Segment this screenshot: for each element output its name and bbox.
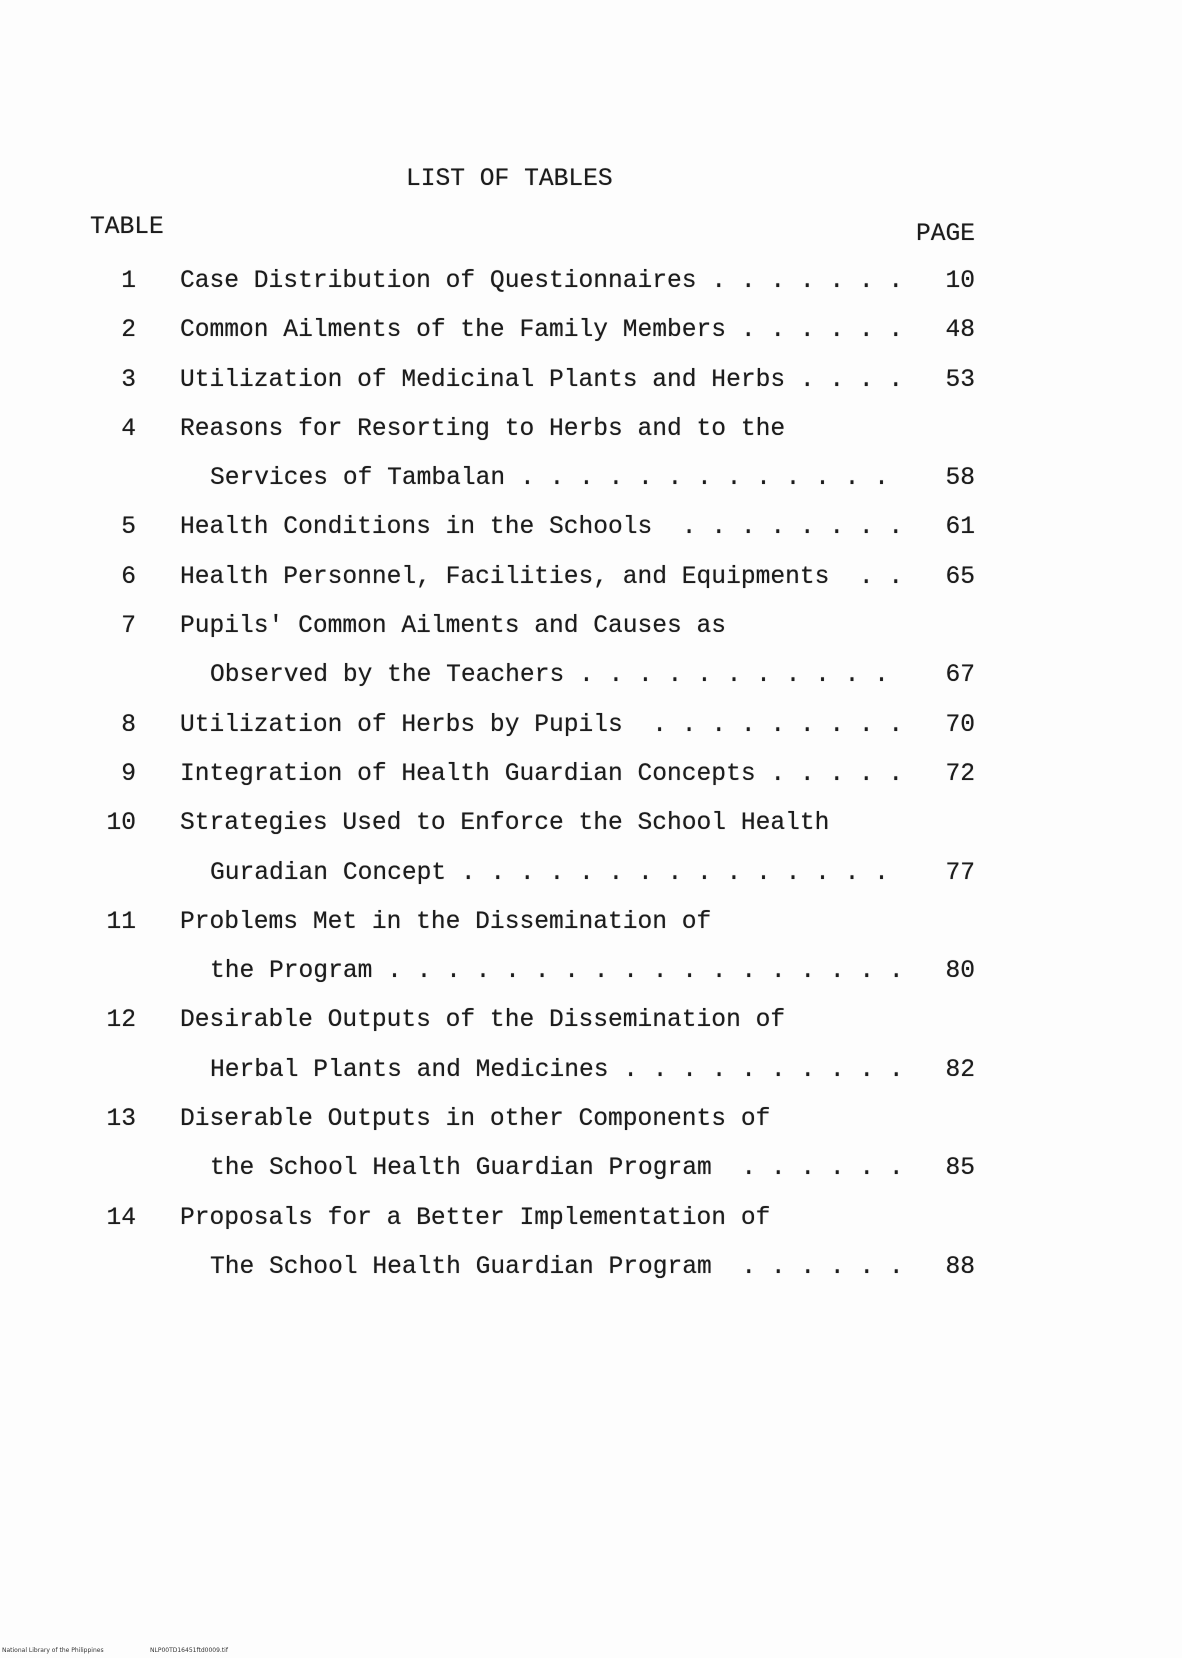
dot-leader: . . . . . . . . . . xyxy=(608,1056,904,1084)
table-title xyxy=(210,849,889,898)
table-title-text: the Program xyxy=(210,958,373,986)
table-number: 8 xyxy=(121,711,136,739)
dot-leader: . . . . . . xyxy=(726,317,904,345)
dot-leader: . . xyxy=(829,563,904,591)
table-number: 10 xyxy=(106,810,136,838)
page-number: 67 xyxy=(945,662,975,690)
page-number: 65 xyxy=(945,563,975,591)
dot-leader: . . . . . . . . . . . . . . . . . . xyxy=(372,958,904,986)
table-title xyxy=(210,454,889,503)
table-title xyxy=(180,306,903,355)
toc-entry-1 xyxy=(0,257,1182,306)
table-number: 9 xyxy=(121,760,136,788)
table-number: 11 xyxy=(106,908,136,936)
table-title-text: Utilization of Herbs by Pupils xyxy=(180,711,623,739)
table-title-text: Pupils' Common Ailments and Causes as xyxy=(180,613,727,641)
page-number: 53 xyxy=(945,366,975,394)
table-number: 1 xyxy=(121,268,136,295)
dot-leader: . . . . . . . . . xyxy=(622,711,904,739)
table-title-text: Strategies Used to Enforce the School Health xyxy=(180,810,830,838)
table-title-text: the School Health Guardian Program xyxy=(210,1155,712,1183)
toc-entry-8 xyxy=(0,701,1182,750)
table-title-text: Health Personnel, Facilities, and Equipments xyxy=(180,563,830,591)
page-number: 88 xyxy=(945,1253,975,1281)
toc-entry-7 xyxy=(0,602,1182,651)
table-title-text: Herbal Plants and Medicines xyxy=(210,1056,609,1084)
page-number: 10 xyxy=(945,268,975,295)
dot-leader: . . . . . . . . xyxy=(652,514,904,542)
table-title xyxy=(180,257,903,306)
table-number: 6 xyxy=(121,563,136,591)
toc-entry-3 xyxy=(0,356,1182,405)
table-title xyxy=(210,1243,904,1292)
table-number: 3 xyxy=(121,366,136,394)
page-number: 80 xyxy=(945,958,975,986)
page-number: 82 xyxy=(945,1056,975,1084)
toc-entry-4-continued xyxy=(0,454,1182,503)
toc-entry-10 xyxy=(0,799,1182,848)
table-title xyxy=(180,553,903,602)
table-title-text: Common Ailments of the Family Members xyxy=(180,317,727,345)
dot-leader: . . . . . . . . . . . . . . . xyxy=(446,859,889,887)
dot-leader: . . . . . . xyxy=(711,1253,904,1281)
toc-entry-14-continued xyxy=(0,1243,1182,1292)
table-title xyxy=(210,1144,904,1193)
toc-entry-11-continued xyxy=(0,947,1182,996)
table-title-text: Integration of Health Guardian Concepts xyxy=(180,760,756,788)
table-title-text: The School Health Guardian Program xyxy=(210,1253,712,1281)
page-number: 70 xyxy=(945,711,975,739)
table-title-text: Observed by the Teachers xyxy=(210,662,565,690)
dot-leader: . . . . xyxy=(785,366,904,394)
table-title xyxy=(210,651,889,700)
toc-entry-7-continued xyxy=(0,651,1182,700)
table-number: 5 xyxy=(121,514,136,542)
table-title-text: Desirable Outputs of the Dissemination of xyxy=(180,1007,786,1035)
page-number: 58 xyxy=(945,465,975,493)
table-title xyxy=(180,701,903,750)
page-number: 85 xyxy=(945,1155,975,1183)
list-of-tables xyxy=(0,257,1182,1292)
table-title xyxy=(210,947,904,996)
toc-entry-6 xyxy=(0,553,1182,602)
table-column-header: TABLE xyxy=(90,214,164,241)
table-number: 7 xyxy=(121,613,136,641)
table-number: 4 xyxy=(121,415,136,443)
page-number: 77 xyxy=(945,859,975,887)
footer-library-credit: National Library of the Philippines xyxy=(2,1647,104,1654)
toc-entry-12-continued xyxy=(0,1046,1182,1095)
table-title-text: Problems Met in the Dissemination of xyxy=(180,908,712,936)
toc-entry-2 xyxy=(0,306,1182,355)
toc-entry-14 xyxy=(0,1194,1182,1243)
toc-entry-13-continued xyxy=(0,1144,1182,1193)
table-number: 2 xyxy=(121,317,136,345)
toc-entry-4 xyxy=(0,405,1182,454)
dot-leader: . . . . . . . xyxy=(696,268,904,295)
table-title-text: Reasons for Resorting to Herbs and to the xyxy=(180,415,786,443)
dot-leader: . . . . . . . . . . . xyxy=(564,662,889,690)
toc-entry-10-continued xyxy=(0,849,1182,898)
table-title-text: Case Distribution of Questionnaires xyxy=(180,268,697,295)
toc-entry-12 xyxy=(0,996,1182,1045)
dot-leader: . . . . . . . . . . . . . xyxy=(505,465,889,493)
page-number: 48 xyxy=(945,317,975,345)
page-number: 72 xyxy=(945,760,975,788)
table-title-text: Proposals for a Better Implementation of xyxy=(180,1204,771,1232)
table-title xyxy=(180,356,903,405)
page-title: LIST OF TABLES xyxy=(406,166,613,193)
table-title-text: Services of Tambalan xyxy=(210,465,506,493)
table-number: 12 xyxy=(106,1007,136,1035)
table-title-text: Guradian Concept xyxy=(210,859,447,887)
table-number: 14 xyxy=(106,1204,136,1232)
table-title-text: Diserable Outputs in other Components of xyxy=(180,1106,771,1134)
table-title-text: Health Conditions in the Schools xyxy=(180,514,653,542)
toc-entry-9 xyxy=(0,750,1182,799)
dot-leader: . . . . . xyxy=(755,760,904,788)
table-title-text: Utilization of Medicinal Plants and Herbs xyxy=(180,366,786,394)
toc-entry-13 xyxy=(0,1095,1182,1144)
toc-entry-11 xyxy=(0,898,1182,947)
toc-entry-5 xyxy=(0,503,1182,552)
table-number: 13 xyxy=(106,1106,136,1134)
page-number: 61 xyxy=(945,514,975,542)
table-title xyxy=(180,503,903,552)
dot-leader: . . . . . . xyxy=(711,1155,904,1183)
table-title xyxy=(180,750,903,799)
table-title xyxy=(210,1046,904,1095)
page-column-header: PAGE xyxy=(915,221,975,248)
footer-file-name: NLP00TD16451ftd0009.tif xyxy=(150,1647,228,1654)
